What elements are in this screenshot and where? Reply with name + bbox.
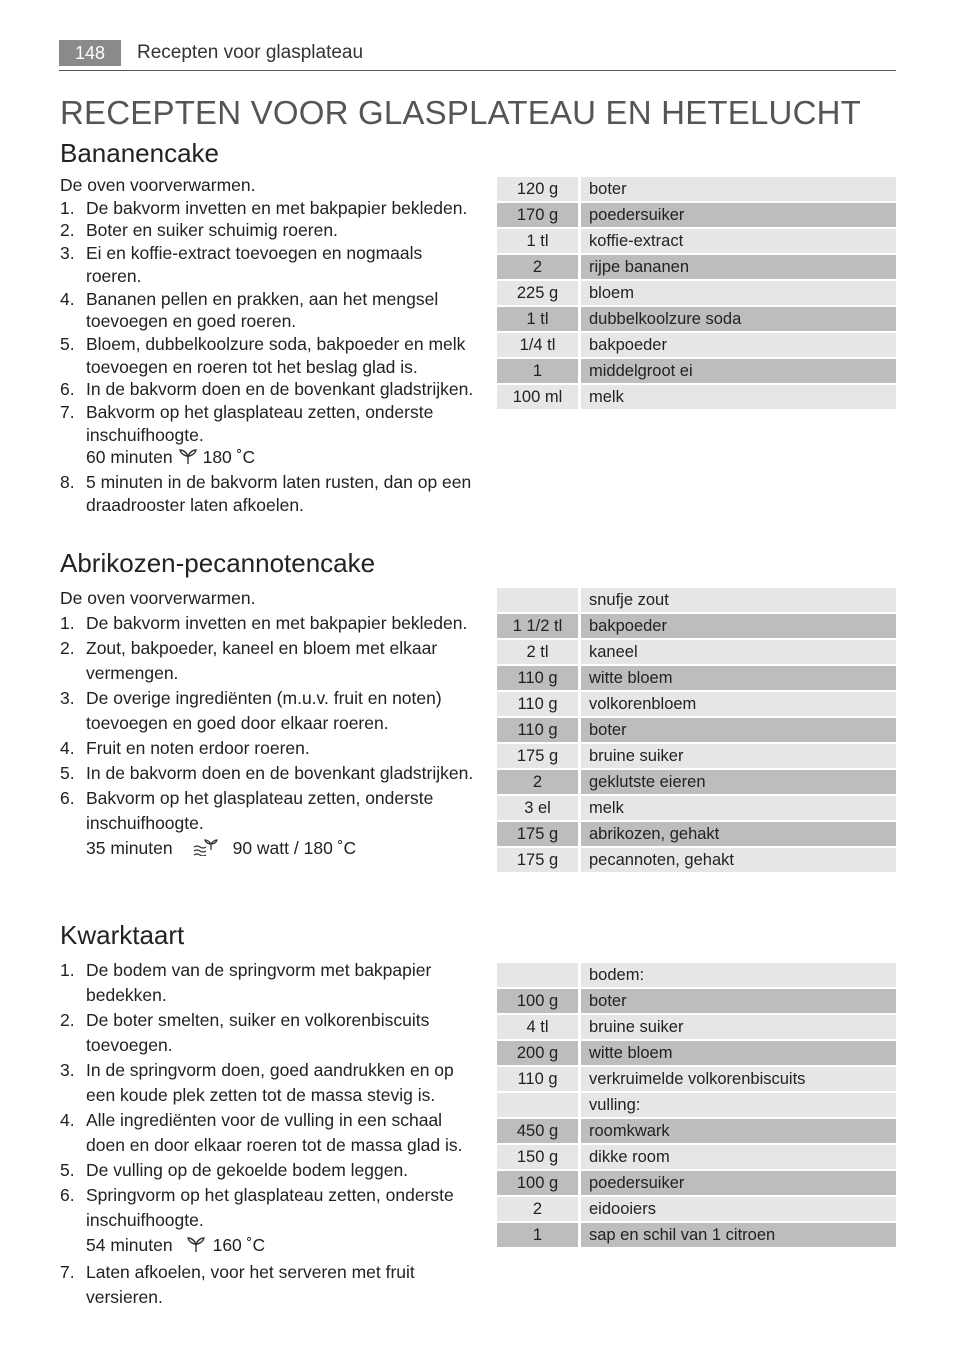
- table-row: 1 sap en schil van 1 citroen: [497, 1223, 896, 1247]
- time-setting: 60 minuten 180 ˚C: [86, 446, 482, 471]
- step: 3. Ei en koffie-extract toevoegen en nogmaals roeren.: [60, 243, 423, 286]
- table-row: 2 eidooiers: [497, 1197, 896, 1221]
- step: 6. Springvorm op het glasplateau zetten, onderste inschuifhoogte. 54 minuten 160 ˚C: [60, 1183, 482, 1260]
- step: 6. In de bakvorm doen en de bovenkant gladstrijken.: [60, 379, 474, 400]
- table-row: 1 middelgroot ei: [497, 359, 896, 383]
- table-row: 170 g poedersuiker: [497, 203, 896, 227]
- table-row: 200 g witte bloem: [497, 1041, 896, 1065]
- step: 2. De boter smelten, suiker en volkorenbiscuits toevoegen.: [60, 1010, 430, 1055]
- time-setting: 54 minuten 160 ˚C: [86, 1233, 482, 1260]
- table-row: bodem:: [497, 963, 896, 987]
- recipe-kwarktaart: [60, 920, 482, 1310]
- table-row: 450 g roomkwark: [497, 1119, 896, 1143]
- step: 6. Bakvorm op het glasplateau zetten, onderste inschuifhoogte. 35 minuten 90 watt / 180 ˚C: [60, 786, 482, 863]
- step: 4. Bananen pellen en prakken, aan het mengsel toevoegen en goed roeren.: [60, 288, 439, 332]
- table-row: 4 tl bruine suiker: [497, 1015, 896, 1039]
- table-row: 100 g poedersuiker: [497, 1171, 896, 1195]
- hot-air-fan-icon: [179, 448, 197, 471]
- recipe-bananencake: [60, 138, 482, 517]
- ingredient-table-abrikozen-pecannotencake: [497, 586, 896, 874]
- step: 2. Boter en suiker schuimig roeren.: [60, 220, 338, 241]
- step: 1. De bodem van de springvorm met bakpapier bedekken.: [60, 960, 432, 1005]
- table-row: 150 g dikke room: [497, 1145, 896, 1169]
- table-row: 1 tl dubbelkoolzure soda: [497, 307, 896, 331]
- table-row: 1 1/2 tl bakpoeder: [497, 614, 896, 638]
- table-row: 110 g volkorenbloem: [497, 692, 896, 716]
- recipe-title: Kwarktaart: [60, 920, 185, 950]
- step: 5. Bloem, dubbelkoolzure soda, bakpoeder en melk toevoegen en roeren tot het beslag glad is.: [60, 333, 466, 377]
- step: 4. Alle ingrediënten voor de vulling in een schaal doen en door elkaar roeren tot de massa glad is.: [60, 1110, 463, 1155]
- table-row: 225 g bloem: [497, 281, 896, 305]
- ingredient-table-kwarktaart: [497, 961, 896, 1249]
- step-list: [60, 197, 482, 517]
- ingredient-table-bananencake: [497, 175, 896, 411]
- table-row: 175 g bruine suiker: [497, 744, 896, 768]
- time-setting: 35 minuten 90 watt / 180 ˚C: [86, 836, 482, 863]
- hot-air-fan-icon: [187, 1235, 205, 1260]
- step: 2. Zout, bakpoeder, kaneel en bloem met elkaar vermengen.: [60, 638, 438, 683]
- recipe-intro: De oven voorverwarmen.: [60, 588, 256, 608]
- step: 8. 5 minuten in de bakvorm laten rusten, dan op een draadrooster laten afkoelen.: [60, 472, 472, 515]
- microwave-hot-air-combi-icon: [193, 838, 219, 863]
- table-row: 110 g boter: [497, 718, 896, 742]
- recipe-title: Bananencake: [60, 138, 220, 168]
- page-header: [59, 40, 896, 71]
- step: 1. De bakvorm invetten en met bakpapier bekleden.: [60, 613, 468, 633]
- step-list: [60, 611, 482, 863]
- recipe-abrikozen-pecannotencake: [60, 548, 482, 863]
- step: 7. Bakvorm op het glasplateau zetten, onderste inschuifhoogte. 60 minuten 180 ˚C: [60, 401, 482, 471]
- step-list: [60, 958, 482, 1310]
- table-row: snufje zout: [497, 588, 896, 612]
- table-row: vulling:: [497, 1093, 896, 1117]
- table-row: 100 g boter: [497, 989, 896, 1013]
- recipe-intro: De oven voorverwarmen.: [60, 175, 256, 195]
- step: 3. De overige ingrediënten (m.u.v. fruit en noten) toevoegen en goed door elkaar roeren.: [60, 688, 442, 733]
- table-row: 1/4 tl bakpoeder: [497, 333, 896, 357]
- table-row: 3 el melk: [497, 796, 896, 820]
- table-row: 175 g abrikozen, gehakt: [497, 822, 896, 846]
- table-row: 120 g boter: [497, 177, 896, 201]
- table-row: 1 tl koffie-extract: [497, 229, 896, 253]
- step: 1. De bakvorm invetten en met bakpapier bekleden.: [60, 197, 468, 218]
- table-row: 2 geklutste eieren: [497, 770, 896, 794]
- table-row: 175 g pecannoten, gehakt: [497, 848, 896, 872]
- running-title: Recepten voor glasplateau: [137, 42, 364, 63]
- step: 4. Fruit en noten erdoor roeren.: [60, 738, 310, 758]
- step: 5. De vulling op de gekoelde bodem leggen.: [60, 1160, 409, 1180]
- step: 5. In de bakvorm doen en de bovenkant gladstrijken.: [60, 763, 474, 783]
- step: 7. Laten afkoelen, voor het serveren met fruit versieren.: [60, 1262, 415, 1307]
- table-row: 2 tl kaneel: [497, 640, 896, 664]
- table-row: 100 ml melk: [497, 385, 896, 409]
- table-row: 110 g verkruimelde volkorenbiscuits: [497, 1067, 896, 1091]
- step: 3. In de springvorm doen, goed aandrukken en op een koude plek zetten tot de massa stevig is.: [60, 1060, 454, 1105]
- page-title: RECEPTEN VOOR GLASPLATEAU EN HETELUCHT: [60, 94, 861, 131]
- page-number: 148: [59, 40, 121, 66]
- table-row: 110 g witte bloem: [497, 666, 896, 690]
- table-row: 2 rijpe bananen: [497, 255, 896, 279]
- recipe-title: Abrikozen-pecannotencake: [60, 548, 376, 578]
